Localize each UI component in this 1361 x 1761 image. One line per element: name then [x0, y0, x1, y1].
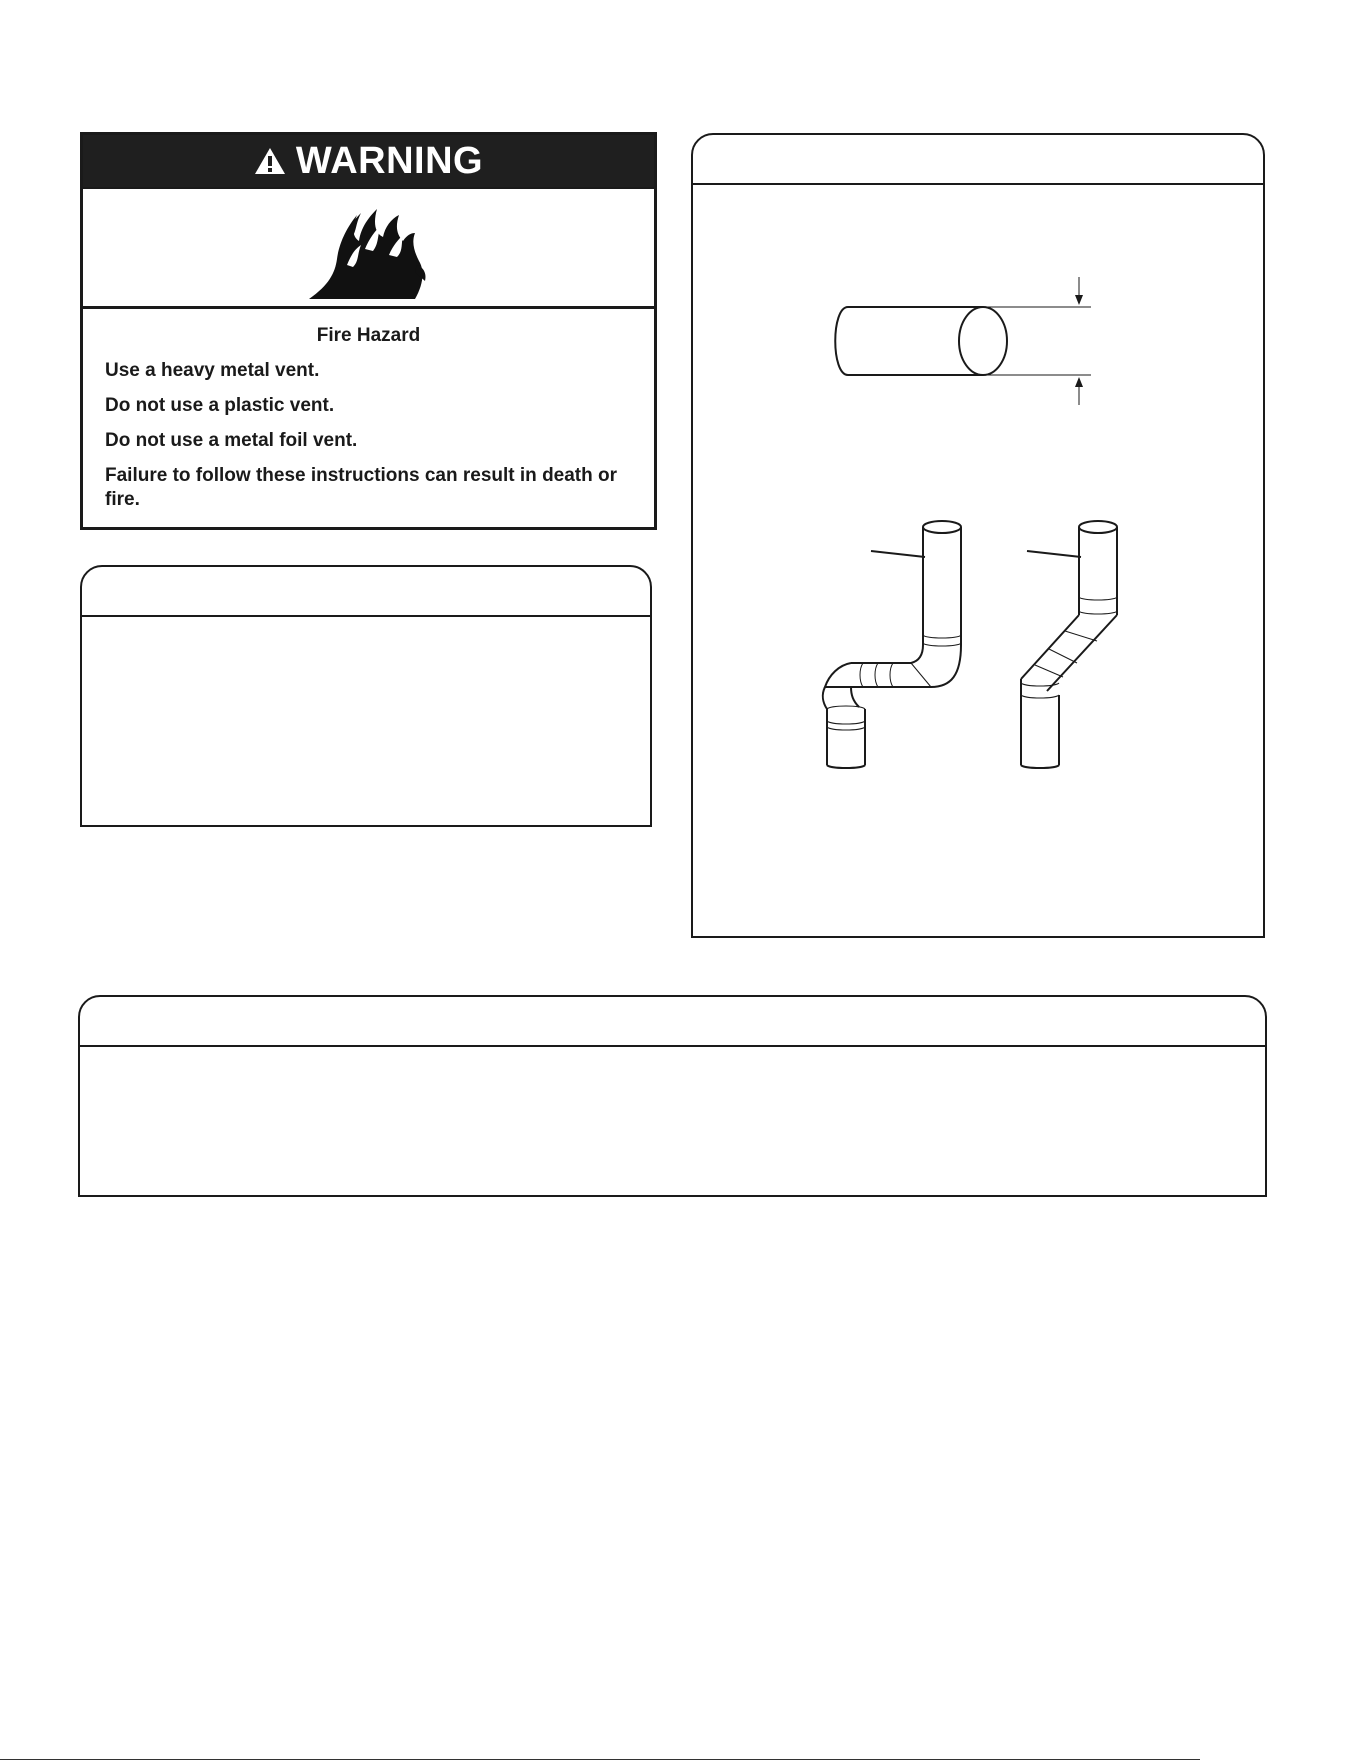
footer-rule [0, 1759, 1200, 1760]
90-degree-elbow-vent-diagram [823, 521, 961, 768]
warning-line: Use a heavy metal vent. [105, 360, 320, 381]
warning-line: Do not use a metal foil vent. [105, 430, 358, 451]
warning-header [83, 135, 654, 187]
warning-triangle-icon [254, 146, 286, 176]
warning-box [80, 132, 657, 530]
left-info-panel [80, 565, 652, 827]
hazard-title: Fire Hazard [316, 325, 421, 346]
warning-line: Failure to follow these instructions can result in death or fire. [105, 465, 618, 510]
45-degree-elbow-vent-diagram [1021, 521, 1117, 768]
vent-diagrams [693, 135, 1263, 935]
rigid-vent-cylinder-diagram [835, 277, 1091, 405]
panel-tab-divider [82, 615, 650, 617]
panel-tab-divider [80, 1045, 1265, 1047]
fire-icon [307, 205, 431, 301]
warning-line: Do not use a plastic vent. [105, 395, 335, 416]
bottom-info-panel [78, 995, 1267, 1197]
warning-title: WARNING [295, 139, 484, 182]
warning-text [105, 325, 632, 523]
hazard-symbol-area [83, 187, 654, 309]
right-vent-panel [691, 133, 1265, 938]
